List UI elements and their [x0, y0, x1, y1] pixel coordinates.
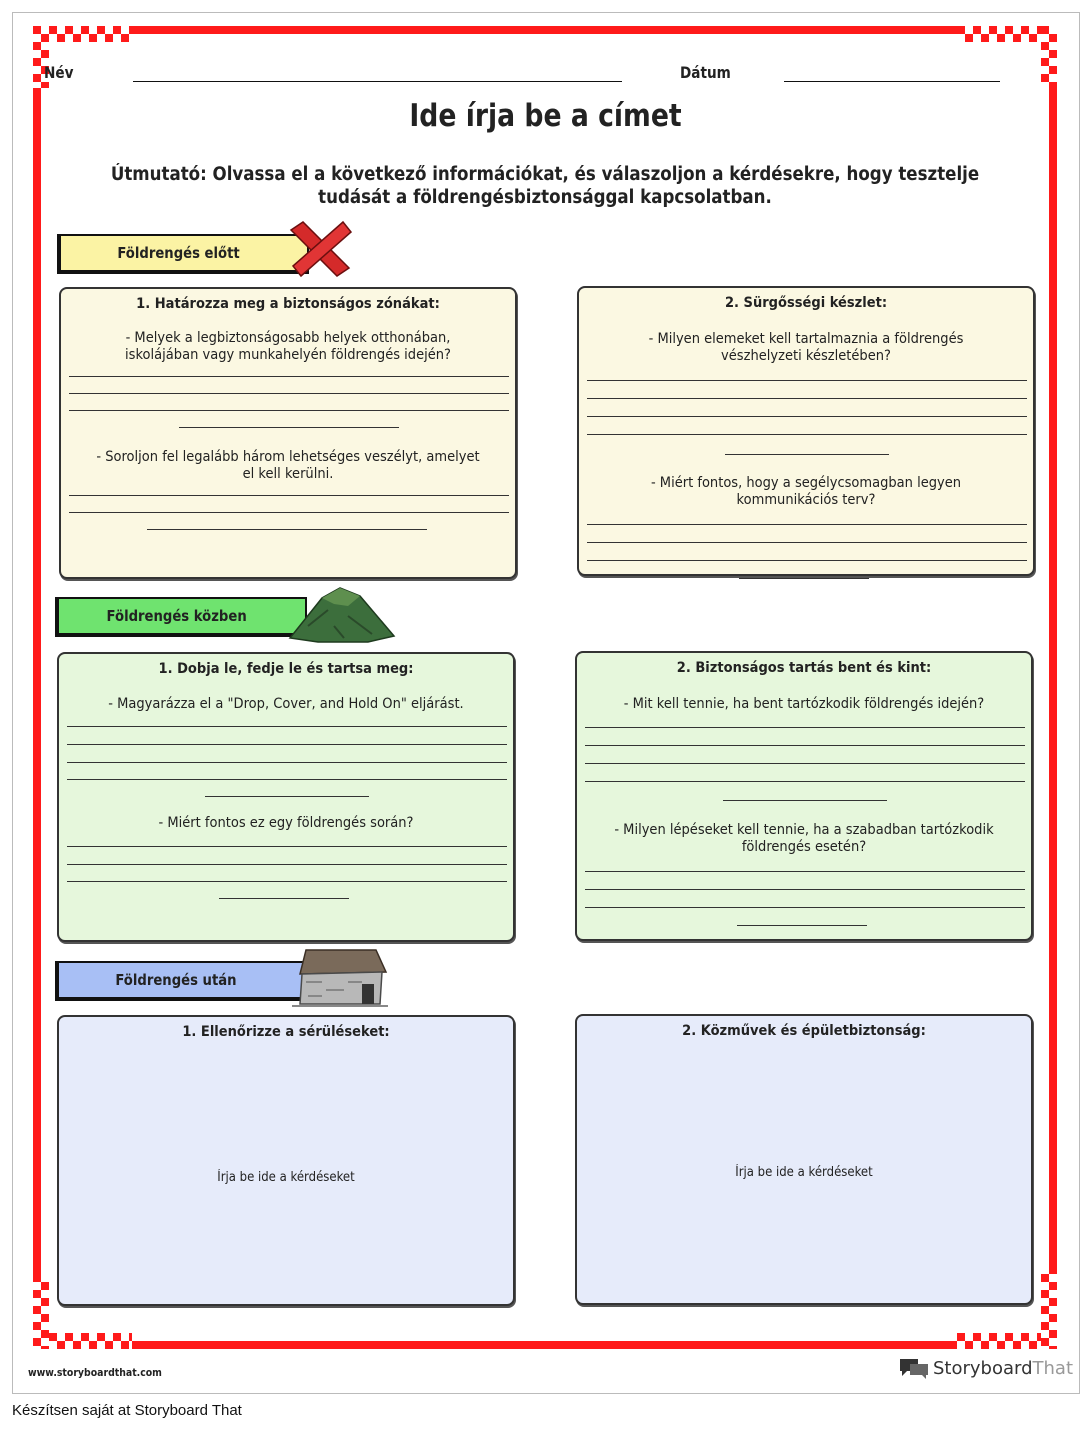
answer-line[interactable] — [67, 779, 507, 780]
answer-line[interactable] — [179, 427, 399, 428]
after-box-utilities — [575, 1014, 1033, 1305]
answer-line[interactable] — [737, 925, 867, 926]
answer-line[interactable] — [723, 800, 887, 801]
answer-line[interactable] — [587, 524, 1027, 525]
before-box1-q2[interactable]: - Soroljon fel legalább három lehetséges veszélyt, amelyet el kell kerülni. — [96, 449, 480, 482]
answer-line[interactable] — [69, 376, 509, 377]
answer-line[interactable] — [725, 454, 889, 455]
ruined-house-icon — [292, 946, 388, 1008]
credit-link[interactable]: Készítsen saját at Storyboard That — [12, 1402, 242, 1419]
answer-line[interactable] — [585, 889, 1025, 890]
red-x-icon — [285, 218, 355, 278]
answer-line[interactable] — [67, 881, 507, 882]
banner-before-label: Földrengés előtt — [117, 244, 240, 262]
answer-line[interactable] — [67, 762, 507, 763]
during-box1-heading[interactable]: 1. Dobja le, fedje le és tartsa meg: — [158, 661, 414, 677]
after-box2-heading[interactable]: 2. Közművek és épületbiztonság: — [682, 1023, 926, 1039]
date-field[interactable] — [784, 81, 1000, 82]
answer-line[interactable] — [67, 726, 507, 727]
answer-line[interactable] — [69, 410, 509, 411]
during-box1-q1[interactable]: - Magyarázza el a "Drop, Cover, and Hold On" eljárást. — [108, 696, 464, 712]
frame-left — [33, 88, 41, 1274]
during-box2-q1[interactable]: - Mit kell tennie, ha bent tartózkodik földrengés idején? — [623, 696, 985, 712]
mountain-icon — [288, 586, 398, 644]
frame-corner-bottom-left-v — [33, 1274, 49, 1349]
footer-url: www.storyboardthat.com — [28, 1366, 162, 1379]
answer-line[interactable] — [585, 745, 1025, 746]
after-box1-placeholder[interactable]: Írja be ide a kérdéseket — [217, 1170, 355, 1185]
name-field[interactable] — [133, 81, 622, 82]
banner-before — [57, 234, 309, 274]
frame-corner-bottom-right-v — [1041, 1274, 1057, 1349]
during-box-indoor-outdoor — [575, 651, 1033, 941]
during-box2-q2[interactable]: - Milyen lépéseket kell tennie, ha a szabadban tartózkodik földrengés esetén? — [614, 822, 994, 855]
answer-line[interactable] — [585, 907, 1025, 908]
answer-line[interactable] — [69, 393, 509, 394]
answer-line[interactable] — [205, 796, 369, 797]
answer-line[interactable] — [69, 495, 509, 496]
answer-line[interactable] — [739, 578, 869, 579]
before-box2-q1[interactable]: - Milyen elemeket kell tartalmaznia a földrengés vészhelyzeti készletében? — [648, 331, 964, 364]
answer-line[interactable] — [587, 560, 1027, 561]
frame-top — [132, 26, 957, 34]
frame-corner-top-right-v — [1041, 26, 1057, 88]
answer-line[interactable] — [587, 380, 1027, 381]
answer-line[interactable] — [587, 542, 1027, 543]
during-box-drop-cover-hold — [57, 652, 515, 942]
brand-that: That — [1032, 1357, 1074, 1379]
answer-line[interactable] — [67, 744, 507, 745]
frame-right — [1049, 88, 1057, 1274]
answer-line[interactable] — [219, 898, 349, 899]
before-box-emergency-kit — [577, 286, 1035, 576]
before-box-safe-zones — [59, 287, 517, 579]
answer-line[interactable] — [587, 398, 1027, 399]
banner-after — [55, 961, 307, 1001]
speech-bubbles-icon — [898, 1356, 930, 1380]
before-box1-q1[interactable]: - Melyek a legbiztonságosabb helyek otthonában, iskolájában vagy munkahelyén földrengés idején? — [125, 330, 451, 363]
answer-line[interactable] — [67, 864, 507, 865]
answer-line[interactable] — [585, 871, 1025, 872]
during-box2-heading[interactable]: 2. Biztonságos tartás bent és kint: — [676, 660, 932, 676]
answer-line[interactable] — [587, 434, 1027, 435]
answer-line[interactable] — [585, 763, 1025, 764]
banner-during — [55, 597, 307, 637]
answer-line[interactable] — [585, 727, 1025, 728]
after-box1-heading[interactable]: 1. Ellenőrizze a sérüléseket: — [182, 1024, 390, 1040]
after-box2-placeholder[interactable]: Írja be ide a kérdéseket — [735, 1165, 873, 1180]
answer-line[interactable] — [69, 512, 509, 513]
storyboardthat-logo — [898, 1355, 1073, 1381]
answer-line[interactable] — [67, 846, 507, 847]
answer-line[interactable] — [585, 781, 1025, 782]
answer-line[interactable] — [147, 529, 427, 530]
before-box2-q2[interactable]: - Miért fontos, hogy a segélycsomagban legyen kommunikációs terv? — [650, 475, 962, 508]
brand-storyboard: Storyboard — [933, 1357, 1033, 1379]
banner-during-label: Földrengés közben — [106, 607, 247, 625]
banner-after-label: Földrengés után — [115, 971, 237, 989]
during-box1-q2[interactable]: - Miért fontos ez egy földrengés során? — [158, 815, 414, 831]
instructions[interactable]: Útmutató: Olvassa el a következő információkat, és válaszoljon a kérdésekre, hogy tesztelje tudását a földrengésbiztonsággal kapcsolatban. — [110, 164, 980, 208]
frame-bottom — [132, 1341, 957, 1349]
answer-line[interactable] — [587, 416, 1027, 417]
date-label: Dátum — [680, 63, 731, 82]
after-box-check-injuries — [57, 1015, 515, 1306]
name-label: Név — [44, 63, 74, 82]
before-box1-heading[interactable]: 1. Határozza meg a biztonságos zónákat: — [136, 296, 440, 312]
before-box2-heading[interactable]: 2. Sürgősségi készlet: — [724, 295, 888, 311]
page-title[interactable]: Ide írja be a címet — [409, 98, 682, 134]
